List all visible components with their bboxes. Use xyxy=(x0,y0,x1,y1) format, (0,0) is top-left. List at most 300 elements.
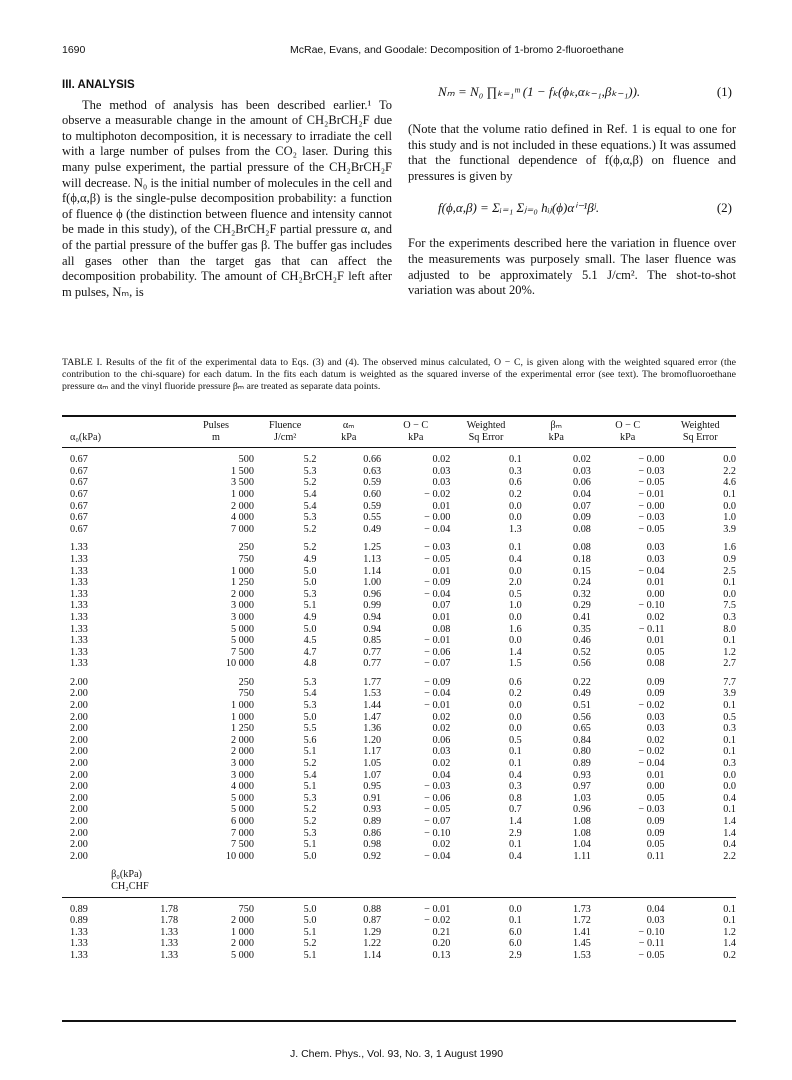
table-cell: 5.2 xyxy=(303,523,317,535)
table-cell: 1.53 xyxy=(363,688,382,700)
table-cell: 5.1 xyxy=(303,781,317,793)
table-row xyxy=(62,635,736,647)
results-table-body xyxy=(62,420,736,962)
table-cell: 0.88 xyxy=(363,903,382,915)
table-cell: 5.0 xyxy=(303,850,317,862)
table-cell xyxy=(111,489,178,501)
table-cell: 5.2 xyxy=(303,816,317,827)
table-cell: 3 000 xyxy=(231,758,254,770)
table-cell: 0.08 xyxy=(646,658,665,670)
table-cell: 0.6 xyxy=(508,676,522,688)
table-cell: − 0.00 xyxy=(638,454,665,466)
table-cell: 0.02 xyxy=(432,758,451,770)
table-cell: 0.0 xyxy=(508,512,522,524)
table-cell: 1.4 xyxy=(508,816,522,827)
table-row xyxy=(62,554,736,566)
table-cell: 1.22 xyxy=(363,938,382,950)
table-cell xyxy=(111,600,178,612)
table-cell: 750 xyxy=(238,553,254,565)
table-cell: 0.3 xyxy=(723,723,736,735)
table-cell: 0.21 xyxy=(432,926,451,938)
table-cell: 2 000 xyxy=(231,938,254,950)
table-cell: 1.08 xyxy=(573,816,591,827)
table-cell: − 0.03 xyxy=(638,804,665,816)
table-cell: 1.33 xyxy=(160,949,179,961)
table-cell: 0.32 xyxy=(573,588,591,600)
table-cell: 0.67 xyxy=(70,512,88,524)
table-row xyxy=(62,938,736,950)
table-cell: 2 000 xyxy=(231,588,254,600)
table-cell: 0.7 xyxy=(508,804,522,816)
table-cell: − 0.03 xyxy=(638,512,665,524)
table-cell xyxy=(111,746,178,758)
table-cell: 0.67 xyxy=(70,465,88,477)
table-cell: 2.00 xyxy=(70,746,88,758)
table-cell: 0.03 xyxy=(432,477,451,489)
table-cell: 1.73 xyxy=(573,903,591,915)
equation-2-number: (2) xyxy=(716,200,732,216)
table-cell: 0.09 xyxy=(646,827,665,839)
table-cell: 0.99 xyxy=(363,600,382,612)
table-cell: 0.0 xyxy=(723,588,736,600)
table-cell: 0.51 xyxy=(573,700,591,712)
table-cell: 1.33 xyxy=(70,600,88,612)
table-cell: 0.52 xyxy=(573,646,591,658)
table-cell: 0.86 xyxy=(363,827,382,839)
table-cell: 0.01 xyxy=(432,500,451,512)
table-cell: 0.65 xyxy=(573,723,591,735)
table-cell: 6.0 xyxy=(508,938,522,950)
table-cell: 0.94 xyxy=(363,611,382,623)
table-cell: 1.33 xyxy=(70,658,88,670)
table-cell: 3 000 xyxy=(231,769,254,781)
table-cell: 2.00 xyxy=(70,700,88,712)
table-cell: 0.05 xyxy=(646,839,665,851)
running-header xyxy=(62,44,730,60)
table-cell: − 0.02 xyxy=(424,488,451,500)
table-cell: 5.3 xyxy=(303,700,317,712)
table-cell: 0.08 xyxy=(573,542,591,554)
table-cell: 5.4 xyxy=(303,769,317,781)
table-cell: 2 000 xyxy=(231,500,254,512)
table-cell: 2.0 xyxy=(508,577,522,589)
table-cell xyxy=(111,589,178,601)
table-cell: 1 000 xyxy=(231,711,254,723)
table-cell: 0.02 xyxy=(573,454,591,466)
table-cell: 0.63 xyxy=(363,465,382,477)
table-cell: 0.00 xyxy=(646,781,665,793)
table-cell xyxy=(111,781,178,793)
table-cell: 0.55 xyxy=(363,512,382,524)
table-row xyxy=(62,723,736,735)
table-cell: 10 000 xyxy=(225,850,254,862)
equation-1-number: (1) xyxy=(716,84,732,99)
table-cell: 3.9 xyxy=(723,688,736,700)
table-cell: − 0.04 xyxy=(424,523,451,535)
table-cell: 500 xyxy=(238,454,254,466)
table-cell: 0.9 xyxy=(723,553,736,565)
table-cell: 5.0 xyxy=(303,565,317,577)
table-cell: 0.84 xyxy=(573,734,591,746)
table-cell: 2 000 xyxy=(231,915,254,927)
table-cell xyxy=(111,420,178,432)
table-cell: 1 000 xyxy=(231,700,254,712)
table-row xyxy=(62,712,736,724)
table-cell: 1.33 xyxy=(70,542,88,554)
table-cell: 0.95 xyxy=(363,781,382,793)
table-row xyxy=(62,950,736,962)
journal-footer: J. Chem. Phys., Vol. 93, No. 3, 1 August 1990 xyxy=(290,1048,504,1060)
table-cell: 0.4 xyxy=(508,553,522,565)
table-cell: 5.3 xyxy=(303,512,317,524)
table-cell: 0.80 xyxy=(573,746,591,758)
row-spacer xyxy=(62,862,736,869)
table-cell: 0.02 xyxy=(646,734,665,746)
table-cell: 1.78 xyxy=(160,903,179,915)
table-cell: 2.00 xyxy=(70,827,88,839)
table-cell: 5.1 xyxy=(303,600,317,612)
table-cell: 5 000 xyxy=(231,623,254,635)
table-cell: 5.0 xyxy=(303,577,317,589)
table-cell: 4.5 xyxy=(303,635,317,647)
table-cell: 1.6 xyxy=(723,542,736,554)
table-cell xyxy=(111,577,178,589)
table-cell: 0.06 xyxy=(432,734,451,746)
table-bottom-rule xyxy=(62,1020,736,1022)
table-cell: 5 000 xyxy=(231,949,254,961)
table-cell: 1.5 xyxy=(508,658,522,670)
table-cell: 2.00 xyxy=(70,723,88,735)
table-cell: 0.02 xyxy=(432,454,451,466)
table-cell: 0.01 xyxy=(646,635,665,647)
table-cell: − 0.01 xyxy=(424,903,451,915)
row-spacer xyxy=(62,670,736,677)
table-cell: 1.36 xyxy=(363,723,382,735)
table-cell: 0.89 xyxy=(70,903,88,915)
table-cell: 3 500 xyxy=(231,477,254,489)
table-cell: 6 000 xyxy=(231,816,254,827)
row-spacer xyxy=(62,535,736,542)
table-cell: 0.01 xyxy=(432,565,451,577)
table-cell: J/cm² xyxy=(274,431,297,443)
table-cell: 1.13 xyxy=(363,553,382,565)
table-cell: 0.1 xyxy=(723,746,736,758)
table-cell: 1 250 xyxy=(231,577,254,589)
table-cell: − 0.02 xyxy=(638,700,665,712)
table-cell: 1.72 xyxy=(573,915,591,927)
table-cell: 2.7 xyxy=(723,658,736,670)
table-cell xyxy=(111,839,178,851)
table-cell: 0.41 xyxy=(573,611,591,623)
table-cell: 1.2 xyxy=(723,926,736,938)
table-cell: 0.03 xyxy=(646,553,665,565)
table-cell: 1.04 xyxy=(573,839,591,851)
table-cell: 10 000 xyxy=(225,658,254,670)
beta-header-label: β₀(kPa) xyxy=(111,869,142,881)
table-cell: − 0.05 xyxy=(638,949,665,961)
table-cell: 1.07 xyxy=(363,769,382,781)
table-cell: 4 000 xyxy=(231,781,254,793)
table-cell: 0.60 xyxy=(363,488,382,500)
table-cell: − 0.03 xyxy=(424,781,451,793)
table-cell: 0.4 xyxy=(723,792,736,804)
table-cell: 2.00 xyxy=(70,769,88,781)
table-cell: 2.00 xyxy=(70,734,88,746)
table-cell: 0.0 xyxy=(508,500,522,512)
table-cell: 0.0 xyxy=(508,723,522,735)
table-row xyxy=(62,700,736,712)
table-cell: 0.56 xyxy=(573,658,591,670)
table-cell xyxy=(111,828,178,840)
table-row xyxy=(62,904,736,916)
table-cell: 1.14 xyxy=(363,949,382,961)
table-row xyxy=(62,735,736,747)
table-cell: 0.3 xyxy=(508,465,522,477)
table-cell: 1 000 xyxy=(231,565,254,577)
table-cell: 0.20 xyxy=(432,938,451,950)
table-cell: 0.96 xyxy=(363,588,382,600)
table-cell: 1.25 xyxy=(363,542,382,554)
table-cell: 0.1 xyxy=(508,542,522,554)
table-cell xyxy=(111,554,178,566)
table-row xyxy=(62,804,736,816)
table-cell xyxy=(111,758,178,770)
table-cell: 2.2 xyxy=(723,850,736,862)
page-number: 1690 xyxy=(62,44,86,56)
table-cell: 0.11 xyxy=(647,850,665,862)
table-cell: 4 000 xyxy=(231,512,254,524)
table-cell: 0.07 xyxy=(573,500,591,512)
table-cell: 5.3 xyxy=(303,588,317,600)
table-cell: 5.5 xyxy=(303,723,317,735)
table-row xyxy=(62,758,736,770)
table-cell: 0.04 xyxy=(646,903,665,915)
table-cell: 1.05 xyxy=(363,758,382,770)
table-cell: 5.3 xyxy=(303,792,317,804)
table-cell: 2.00 xyxy=(70,839,88,851)
table-cell: 0.0 xyxy=(508,565,522,577)
table-cell xyxy=(111,454,178,466)
table-cell: 7 500 xyxy=(231,646,254,658)
table-cell: 0.1 xyxy=(508,758,522,770)
table-cell xyxy=(111,658,178,670)
table-row xyxy=(62,466,736,478)
table-cell: 0.1 xyxy=(508,915,522,927)
table-cell: 1.11 xyxy=(573,850,591,862)
table-cell: 1.33 xyxy=(70,949,88,961)
table-cell: 0.67 xyxy=(70,523,88,535)
table-cell: 0.93 xyxy=(573,769,591,781)
table-cell: 2.2 xyxy=(723,465,736,477)
table-row xyxy=(62,624,736,636)
table-cell: 2.00 xyxy=(70,758,88,770)
beta-header-row xyxy=(62,869,736,892)
table-cell xyxy=(111,512,178,524)
table-cell: − 0.10 xyxy=(638,926,665,938)
results-table xyxy=(62,420,736,962)
table-cell: 2.00 xyxy=(70,711,88,723)
table-cell: 2.00 xyxy=(70,804,88,816)
table-cell: 0.01 xyxy=(646,769,665,781)
table-cell: 0.1 xyxy=(723,700,736,712)
table-cell: 0.02 xyxy=(432,723,451,735)
table-cell: 3 000 xyxy=(231,600,254,612)
table-cell: 0.59 xyxy=(363,477,382,489)
table-cell: 0.2 xyxy=(508,488,522,500)
table-cell xyxy=(111,735,178,747)
table-cell: 0.5 xyxy=(508,734,522,746)
table-cell: 0.4 xyxy=(508,769,522,781)
table-cell: − 0.01 xyxy=(424,700,451,712)
table-cell: 2.00 xyxy=(70,676,88,688)
table-cell xyxy=(111,466,178,478)
table-cell: − 0.04 xyxy=(424,688,451,700)
table-cell: − 0.01 xyxy=(424,635,451,647)
table-cell: 0.1 xyxy=(508,839,522,851)
table-cell: 1.47 xyxy=(363,711,382,723)
table-cell xyxy=(111,712,178,724)
table-row xyxy=(62,542,736,554)
equation-2 xyxy=(408,194,736,224)
table-cell: Sq Error xyxy=(682,431,718,443)
table-row xyxy=(62,647,736,659)
table-cell: 2.5 xyxy=(723,565,736,577)
analysis-paragraph: The method of analysis has been described earlier.¹ To observe a measurable change in the amount of CH₂BrCH₂F due to multiphoton decomposition, it is necessary to irradiate the cell with a large number of pulses from the CO₂ laser. During this many pulse experiment, the partial pressure of the CH₂BrCH₂F will decrease. N₀ is the initial number of molecules in the cell and f(ϕ,α,β) is the single-pulse decomposition probability: a function of fluence ϕ (the distinction between fluence and intensity cannot be made in this study), of the CH₂BrCH₂F partial pressure α, and of the partial pressure of the buffer gas β. The buffer gas includes all gases other than the target gas that can affect the decomposition probability. The amount of CH₂BrCH₂F left after m pulses, Nₘ, is xyxy=(62,97,392,299)
table-cell: 1.4 xyxy=(508,646,522,658)
table-cell: 4.6 xyxy=(723,477,736,489)
table-top-rule xyxy=(62,415,736,417)
table-cell: 1 000 xyxy=(231,488,254,500)
table-cell: 0.04 xyxy=(432,769,451,781)
table-cell: kPa xyxy=(341,431,357,443)
table-cell: 0.67 xyxy=(70,500,88,512)
table-cell: 0.8 xyxy=(508,792,522,804)
table-cell: 0.97 xyxy=(573,781,591,793)
table-cell: kPa xyxy=(408,431,424,443)
table-cell: 0.4 xyxy=(723,839,736,851)
table-cell xyxy=(111,677,178,689)
table-cell: 5 000 xyxy=(231,804,254,816)
table-cell: 7 000 xyxy=(231,827,254,839)
table-cell: 1.3 xyxy=(508,523,522,535)
table-cell: − 0.07 xyxy=(424,658,451,670)
table-cell: Fluence xyxy=(269,420,302,431)
table-row xyxy=(62,454,736,466)
table-cell: 0.01 xyxy=(432,611,451,623)
table-cell: 1.33 xyxy=(70,588,88,600)
table-cell: βₘ xyxy=(550,420,563,431)
table-cell: 1.33 xyxy=(70,565,88,577)
table-cell: 0.5 xyxy=(723,711,736,723)
table-cell: 1.78 xyxy=(160,915,179,927)
table-cell: 2 000 xyxy=(231,746,254,758)
table-row xyxy=(62,566,736,578)
table-cell: 1.4 xyxy=(723,938,736,950)
table-cell: O − C xyxy=(403,420,429,431)
table-cell: − 0.06 xyxy=(424,646,451,658)
table-cell: − 0.03 xyxy=(424,542,451,554)
table-cell: 5.0 xyxy=(303,711,317,723)
table-cell: − 0.04 xyxy=(424,850,451,862)
table-cell: 0.93 xyxy=(363,804,382,816)
table-cell: 1.33 xyxy=(70,938,88,950)
table-cell: 5 000 xyxy=(231,792,254,804)
table-cell: − 0.05 xyxy=(424,553,451,565)
table-cell: − 0.11 xyxy=(638,623,665,635)
table-cell: 0.05 xyxy=(646,792,665,804)
table-cell: 0.66 xyxy=(363,454,382,466)
table-row xyxy=(62,612,736,624)
table-cell: − 0.10 xyxy=(424,827,451,839)
table-row xyxy=(62,781,736,793)
table-cell xyxy=(111,624,178,636)
table-cell: 1.41 xyxy=(573,926,591,938)
table-row xyxy=(62,828,736,840)
table-cell xyxy=(111,793,178,805)
table-cell: 1.33 xyxy=(70,623,88,635)
table-cell: 5.3 xyxy=(303,676,317,688)
table-cell: 0.98 xyxy=(363,839,382,851)
table-cell: 5.2 xyxy=(303,938,317,950)
table-cell: 1.33 xyxy=(160,926,179,938)
table-cell: 0.09 xyxy=(646,688,665,700)
table-cell: 0.4 xyxy=(508,850,522,862)
table-cell: − 0.11 xyxy=(638,938,665,950)
table-cell: 0.89 xyxy=(70,915,88,927)
table-row xyxy=(62,770,736,782)
table-cell: 0.0 xyxy=(508,711,522,723)
table-cell: 0.08 xyxy=(432,623,451,635)
table-cell xyxy=(111,477,178,489)
table-cell: − 0.04 xyxy=(638,565,665,577)
fluence-paragraph: For the experiments described here the variation in fluence over the measurements was purposely small. The laser fluence was adjusted to be approximately 5.1 J/cm². The shot-to-shot variation was about 20%. xyxy=(408,236,736,298)
table-cell: 2.9 xyxy=(508,949,522,961)
table-cell: 0.15 xyxy=(573,565,591,577)
table-cell: 0.94 xyxy=(363,623,382,635)
table-cell: 0.03 xyxy=(646,915,665,927)
table-cell: Weighted xyxy=(680,420,720,431)
table-cell: − 0.04 xyxy=(424,588,451,600)
table-cell: 1.0 xyxy=(723,512,736,524)
table-cell: 0.02 xyxy=(432,839,451,851)
table-cell: 0.0 xyxy=(723,781,736,793)
table-cell: 0.1 xyxy=(723,577,736,589)
table-cell: 0.22 xyxy=(573,676,591,688)
table-cell: 0.6 xyxy=(508,477,522,489)
table-cell xyxy=(62,420,111,432)
table-cell: 0.09 xyxy=(573,512,591,524)
table-cell: 1.00 xyxy=(363,577,382,589)
table-cell: 6.0 xyxy=(508,926,522,938)
table-cell: 0.04 xyxy=(573,488,591,500)
table-row xyxy=(62,524,736,536)
table-cell: 750 xyxy=(238,688,254,700)
table-cell: 5.4 xyxy=(303,500,317,512)
table-row xyxy=(62,577,736,589)
table-cell: 0.03 xyxy=(646,542,665,554)
table-cell: Sq Error xyxy=(468,431,504,443)
table-cell: 1.14 xyxy=(363,565,382,577)
table-cell: 5.1 xyxy=(303,926,317,938)
table-cell: 1.53 xyxy=(573,949,591,961)
table-cell: − 0.04 xyxy=(638,758,665,770)
table-cell: 1.08 xyxy=(573,827,591,839)
table-row xyxy=(62,746,736,758)
table-cell: 0.01 xyxy=(646,577,665,589)
table-cell: 5.2 xyxy=(303,804,317,816)
table-row xyxy=(62,793,736,805)
table-cell: 0.67 xyxy=(70,488,88,500)
